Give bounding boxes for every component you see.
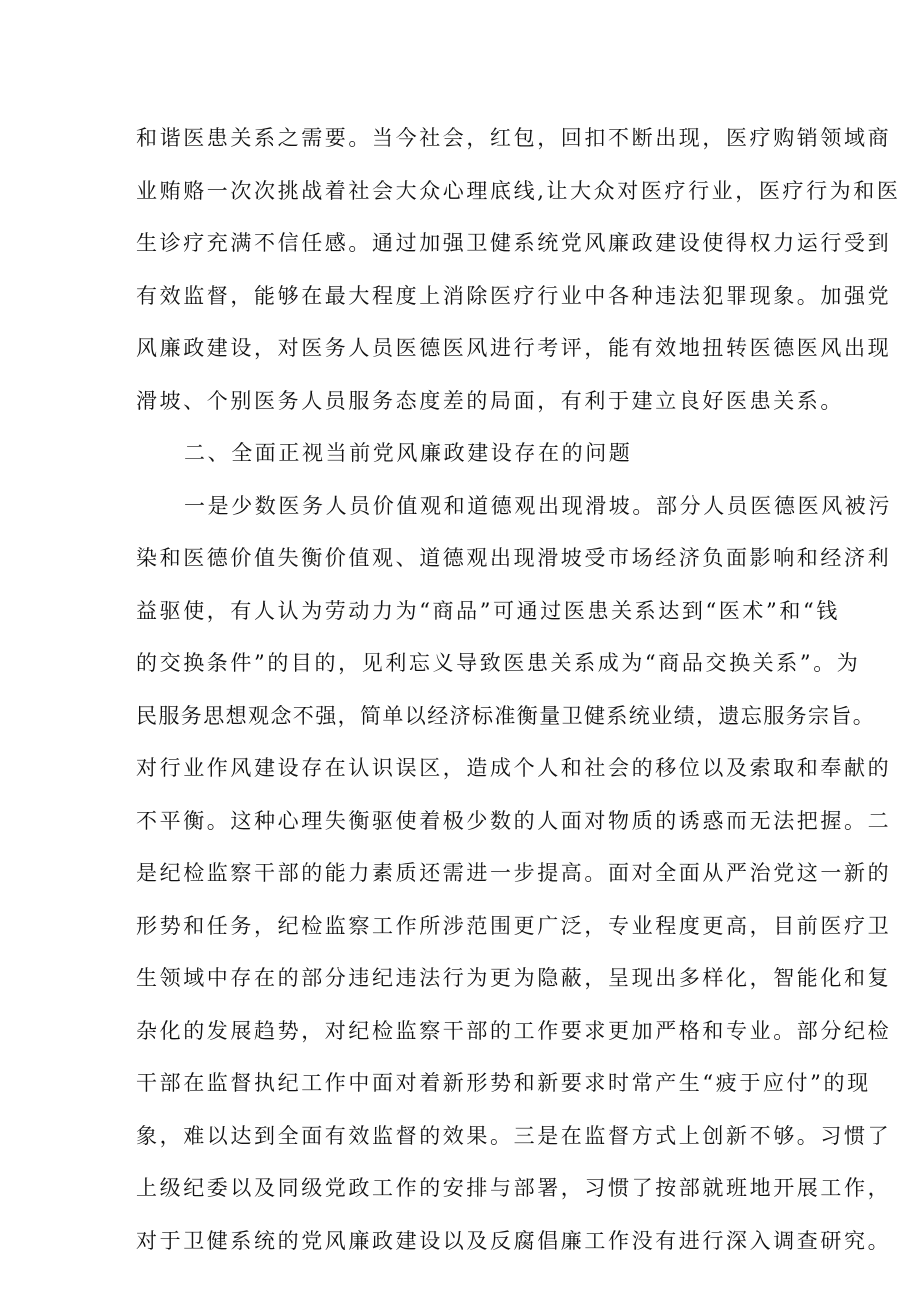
text-line-5: 风廉政建设，对医务人员医德医风进行考评，能有效地扭转医德医风出现	[136, 336, 892, 360]
text-line-2: 业贿赂一次次挑战着社会大众心理底线,让大众对医疗行业，医疗行为和医	[136, 178, 901, 203]
text-line-15: 是纪检监察干部的能力素质还需进一步提高。面对全面从严治党这一新的	[136, 861, 892, 885]
text-line-9: 染和医德价值失衡价值观、道德观出现滑坡受市场经济负面影响和经济利	[136, 546, 892, 570]
text-line-13: 对行业作风建设存在认识误区，造成个人和社会的移位以及索取和奉献的	[136, 756, 892, 780]
text-line-3: 生诊疗充满不信任感。通过加强卫健系统党风廉政建设使得权力运行受到	[136, 231, 892, 255]
text-line-11: 的交换条件”的目的，见利忘义导致医患关系成为“商品交换关系”。为	[136, 651, 861, 675]
text-line-22: 对于卫健系统的党风廉政建设以及反腐倡廉工作没有进行深入调查研究。	[136, 1228, 892, 1253]
text-line-1: 和谐医患关系之需要。当今社会，红包，回扣不断出现，医疗购销领域商	[136, 126, 892, 150]
text-line-19: 干部在监督执纪工作中面对着新形势和新要求时常产生“疲于应付”的现	[136, 1071, 871, 1095]
text-line-12: 民服务思想观念不强，简单以经济标准衡量卫健系统业绩，遗忘服务宗旨。	[136, 703, 876, 728]
text-line-6: 滑坡、个别医务人员服务态度差的局面，有利于建立良好医患关系。	[136, 388, 844, 413]
text-line-21: 上级纪委以及同级党政工作的安排与部署，习惯了按部就班地开展工作，	[136, 1176, 892, 1200]
text-line-8: 一是少数医务人员价值观和道德观出现滑坡。部分人员医德医风被污	[184, 493, 892, 518]
text-line-10: 益驱使，有人认为劳动力为“商品”可通过医患关系达到“医术”和“钱	[136, 598, 840, 623]
text-line-18: 杂化的发展趋势，对纪检监察干部的工作要求更加严格和专业。部分纪检	[136, 1018, 892, 1043]
section-heading: 二、全面正视当前党风廉政建设存在的问题	[184, 441, 633, 465]
text-line-16: 形势和任务，纪检监察工作所涉范围更广泛，专业程度更高，目前医疗卫	[136, 913, 892, 938]
text-line-14: 不平衡。这种心理失衡驱使着极少数的人面对物质的诱惑而无法把握。二	[136, 808, 892, 833]
text-line-4: 有效监督，能够在最大程度上消除医疗行业中各种违法犯罪现象。加强党	[136, 283, 892, 308]
text-line-17: 生领域中存在的部分违纪违法行为更为隐蔽，呈现出多样化，智能化和复	[136, 966, 892, 990]
text-line-20: 象，难以达到全面有效监督的效果。三是在监督方式上创新不够。习惯了	[136, 1123, 892, 1148]
